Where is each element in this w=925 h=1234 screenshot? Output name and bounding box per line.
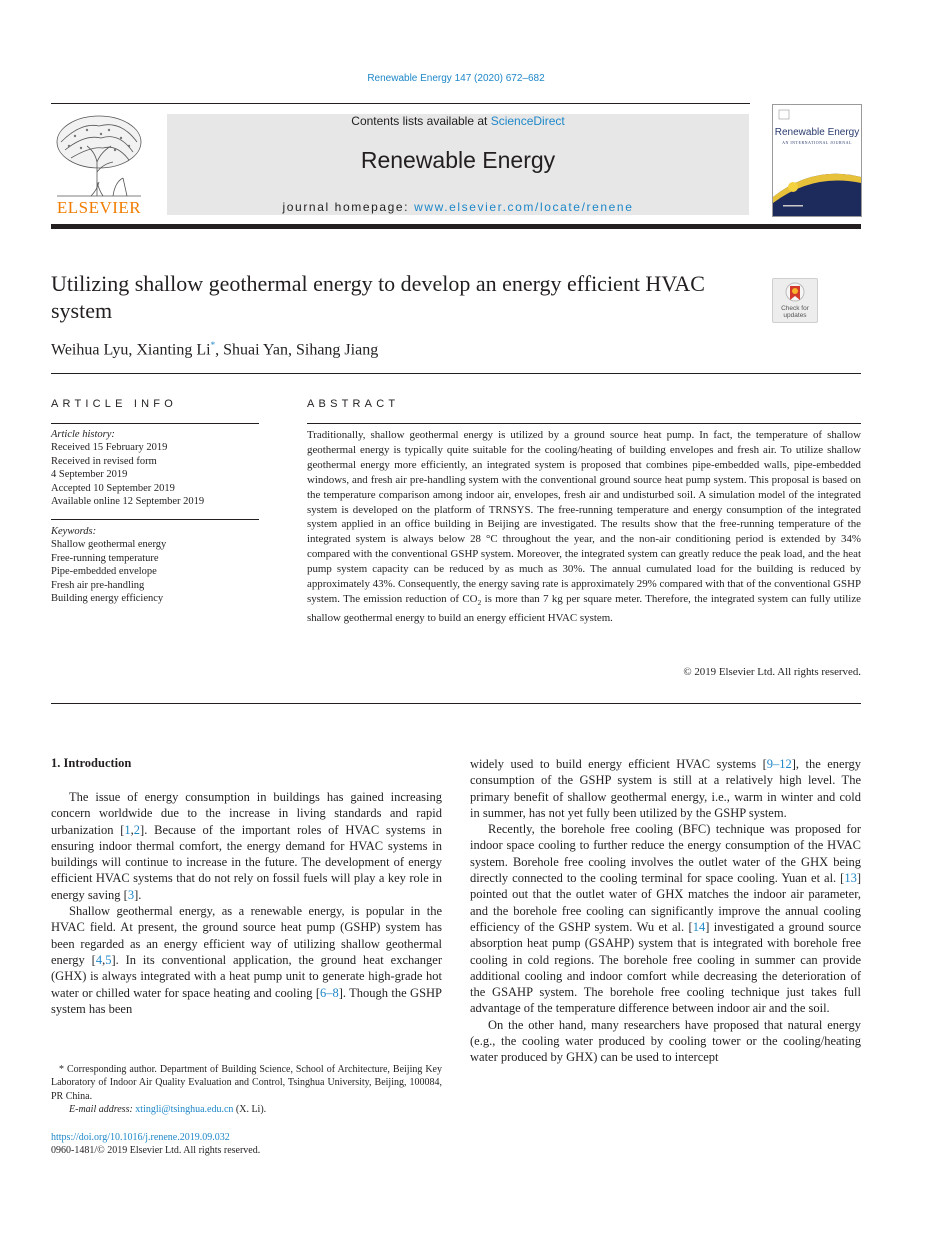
tree-icon — [51, 112, 147, 198]
corresponding-author-footnote — [51, 1063, 442, 1117]
cover-subtitle: AN INTERNATIONAL JOURNAL — [782, 140, 852, 145]
right-column — [470, 756, 861, 1066]
keyword-item: Shallow geothermal energy — [51, 539, 167, 551]
text-run: ] pointed out that the outlet water of GHX matches the indoor air parameter, and the borehole free cooling can significantly improve the annual cooling efficiency of the GSHP system. Wu et al. [ — [470, 871, 861, 934]
footnote-text: * Corresponding author. Department of Building Science, School of Architecture, Beijing Key Laboratory of Indoor Air Quality Evaluation and Control, Tsinghua University, Beijing, 100084, PR China. — [51, 1064, 442, 1102]
abstract-rule — [307, 423, 861, 424]
text-run: ]. In its conventional application, the ground heat exchanger (GHX) is always integrated with a heat pump unit to generate high-grade hot water or chilled water for space heating and cooling [ — [51, 952, 443, 1000]
keyword-item: Building energy efficiency — [51, 593, 164, 605]
homepage-link[interactable]: www.elsevier.com/locate/renene — [414, 200, 634, 214]
text-run: ]. Because of the important roles of HVAC systems in ensuring indoor thermal comfort, the energy demand for HVAC systems in buildings will continue to increase in the future. The development of energy efficient HVAC systems that do not rely on fossil fuels will play a key role in energy saving [ — [51, 822, 443, 902]
abstract-bottom-rule — [51, 703, 861, 704]
text-run: Shallow geothermal energy, as a renewable energy, is popular in the HVAC field. At present, the ground source heat pump (GSHP) system has been regarded as an energy efficient way of utilizing shallow geothermal energy [ — [51, 904, 442, 967]
info-rule — [51, 519, 259, 520]
issn-line: 0960-1481/© 2019 Elsevier Ltd. All rights reserved. — [51, 1145, 261, 1157]
check-for-updates-badge[interactable] — [772, 278, 818, 323]
header-thick-rule — [51, 224, 861, 229]
ref-link[interactable]: 9–12 — [766, 757, 792, 771]
ref-link[interactable]: 4 — [95, 952, 103, 967]
history-item: 4 September 2019 — [51, 469, 128, 481]
history-item: Received 15 February 2019 — [51, 442, 168, 454]
paragraph — [51, 789, 442, 903]
journal-cover[interactable] — [772, 104, 862, 217]
co2-subscript: 2 — [477, 598, 482, 608]
author-list — [51, 340, 378, 359]
text-run: , — [130, 822, 134, 837]
text-run: , — [102, 952, 106, 967]
title-rule — [51, 373, 861, 374]
paragraph — [470, 821, 861, 1017]
ref-link[interactable]: 1 — [124, 822, 131, 837]
keywords — [51, 525, 259, 605]
email-line — [51, 1103, 442, 1116]
ref-link[interactable]: 14 — [692, 919, 706, 934]
text-run: ]. Though the GSHP system has been — [51, 985, 442, 1016]
keyword-item: Free-running temperature — [51, 552, 159, 564]
email-suffix: (X. Li). — [233, 1104, 267, 1116]
paragraph: On the other hand, many researchers have proposed that natural energy (e.g., the cooling water produced by cooling tower or the cooling/heating water produced by GHX) can be used to intercept — [470, 1017, 861, 1065]
authors-part1: Weihua Lyu, Xianting Li — [51, 341, 211, 359]
journal-banner — [167, 114, 749, 215]
abstract-part1: Traditionally, shallow geothermal energy is utilized by a ground source heat pump. In fact, the temperature of shallow geothermal energy is typically quite suitable for the cooling/heating of building envelopes and fresh air. To utilize shallow geothermal energy more efficiently, an integrated system is proposed that combines pipe-embedded walls, pipe-embedded windows, and fresh air pre-handling system with the conventional ground source heat pump system. This proposal is based on the temperature comparison among indoor air, envelopes, fresh air and undisturbed soil. A simulation model of the integrated system is developed on the platform of TRNSYS. The free-running temperature and energy consumption of the integrated system applied in an office building in Beijing are investigated. The results show that the free-running temperature of the integrated system is always below 28 °C throughout the year, and the non-air conditioning period is extended by 34% compared with the conventional GSHP system. Moreover, the integrated system can greatly reduce the peak load, and the heat pump system capacity can be reduced by as much as 30%. The annual cumulated load for the building is reduced by approximately 43%. Consequently, the energy saving rate is approximately 29% compared with that of the conventional GSHP system. The emission reduction of CO — [307, 429, 861, 605]
cover-art-icon — [773, 105, 861, 216]
header-rule — [51, 103, 750, 104]
contents-line — [167, 114, 749, 128]
abstract-text — [307, 428, 861, 626]
keywords-label: Keywords: — [51, 526, 97, 537]
homepage-prefix: journal homepage: — [282, 200, 415, 214]
history-item: Received in revised form — [51, 455, 157, 467]
doi-link[interactable]: https://doi.org/10.1016/j.renene.2019.09.032 — [51, 1132, 230, 1143]
keyword-item: Fresh air pre-handling — [51, 579, 145, 591]
check-updates-label: Check for updates — [781, 305, 809, 319]
elsevier-wordmark: ELSEVIER — [56, 198, 142, 217]
paragraph — [51, 903, 442, 1017]
corresponding-author-mark[interactable]: * — [210, 340, 216, 350]
text-run: ]. — [134, 887, 142, 902]
article-info-heading: ARTICLE INFO — [51, 398, 177, 410]
authors-part2: , Shuai Yan, Sihang Jiang — [215, 341, 379, 359]
email-label: E-mail address: — [69, 1104, 136, 1116]
text-run: widely used to build energy efficient HVAC systems [ — [470, 757, 767, 771]
article-title: Utilizing shallow geothermal energy to develop an energy efficient HVAC system — [51, 271, 705, 323]
sciencedirect-link[interactable]: ScienceDirect — [490, 114, 565, 128]
bookmark-icon — [785, 282, 805, 304]
history-item: Accepted 10 September 2019 — [51, 482, 175, 494]
ref-link[interactable]: 5 — [105, 952, 112, 967]
ref-link[interactable]: 3 — [127, 887, 135, 902]
homepage-line — [167, 200, 749, 214]
ref-link[interactable]: 2 — [133, 822, 141, 837]
text-run: The issue of energy consumption in buildings has gained increasing concern worldwide due to the increase in living standards and rapid urbanization [ — [51, 790, 442, 837]
left-column — [51, 789, 442, 1017]
article-history — [51, 428, 259, 508]
abstract-part2: is more than 7 kg per square meter. Therefore, the integrated system can fully utilize shallow geothermal energy to build an energy efficient HVAC system. — [307, 592, 861, 625]
journal-title: Renewable Energy — [360, 147, 556, 173]
cover-title: Renewable Energy — [774, 127, 860, 138]
paragraph — [470, 756, 861, 821]
history-item: Available online 12 September 2019 — [51, 496, 205, 508]
page-footer — [51, 1131, 260, 1158]
journal-citation[interactable]: Renewable Energy 147 (2020) 672–682 — [367, 73, 545, 84]
keyword-item: Pipe-embedded envelope — [51, 566, 157, 578]
abstract-heading: ABSTRACT — [307, 398, 400, 410]
history-label: Article history: — [51, 429, 115, 440]
contents-prefix: Contents lists available at — [351, 114, 491, 128]
ref-link[interactable]: 6–8 — [320, 985, 339, 1000]
email-link[interactable]: xtingli@tsinghua.edu.cn — [135, 1104, 234, 1116]
section-heading-introduction: 1. Introduction — [51, 756, 132, 770]
info-rule — [51, 423, 259, 424]
text-run: ], the energy consumption of the GSHP system is still at a relatively high level. The primary benefit of shallow geothermal energy, i.e., warm in winter and cold in summer, has not yet fully been utilized by the GSHP system. — [470, 757, 862, 820]
ref-link[interactable]: 13 — [844, 871, 857, 886]
abstract-copyright: © 2019 Elsevier Ltd. All rights reserved. — [683, 666, 861, 678]
text-run: ] investigated a ground source absorption heat pump (GSAHP) system that is integrated with borehole free cooling in cold regions. The borehole free cooling in summer can provide additional cooling and indoor comfort while decreasing the deterioration of the GSAHP system. The borehole free cooling technique just takes full advantage of the temperature difference between indoor air and the soil. — [470, 919, 861, 1016]
text-run: Recently, the borehole free cooling (BFC) technique was proposed for indoor space cooling to further reduce the energy consumption of the HVAC system. Borehole free cooling involves the outlet water of the GHX being directly connected to the cooling terminal for space cooling. Yuan et al. [ — [470, 822, 861, 886]
